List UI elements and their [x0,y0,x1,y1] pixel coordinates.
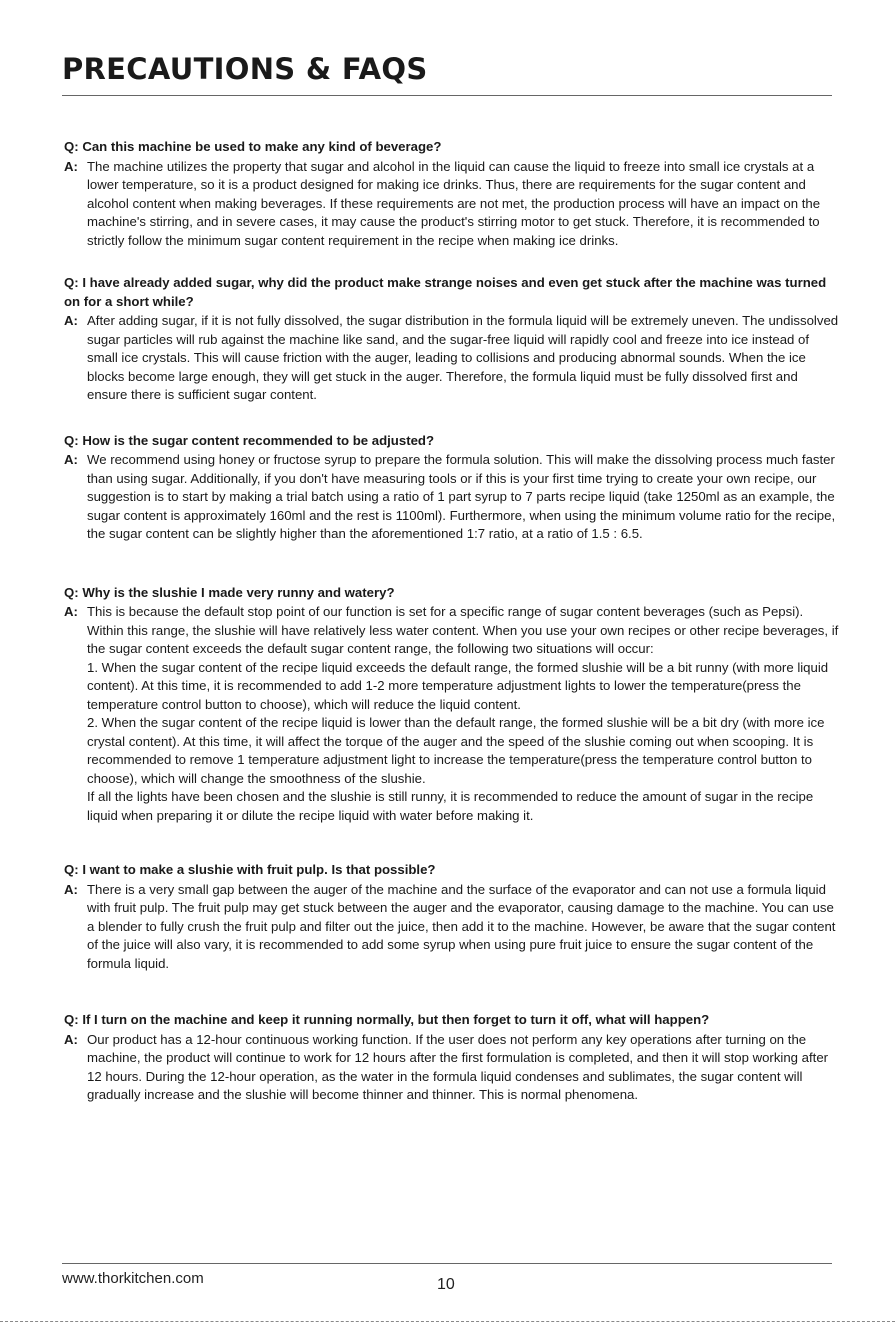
answer-label: A: [64,881,78,897]
faq-answer [64,881,839,974]
answer-text: There is a very small gap between the auger of the machine and the surface of the evaporator and can not use a formula liquid with fruit pulp. The fruit pulp may get stuck between the auger and the evaporator, causing damage to the machine. You can use a blender to fully crush the fruit pulp and filter out the juice, then add it to the machine. However, be aware that the sugar content of the juice will also vary, it is recommended to add some syrup when using pure fruit juice to ensure the sugar content of the formula liquid. [87,881,836,971]
faq-item [64,861,839,973]
answer-text: After adding sugar, if it is not fully dissolved, the sugar distribution in the formula liquid will be extremely uneven. The undissolved sugar particles will rub against the machine like sand, and the sugar-free liquid will rapidly cool and freeze into ice instead of small ice crystals. This will cause friction with the auger, leading to collisions and producing abnormal sounds. When the ice blocks become large enough, they will get stuck in the auger. Therefore, the formula liquid must be fully dissolved first and ensure there is sufficient sugar content. [87,313,839,402]
faq-answer [64,1031,839,1105]
faq-item [64,584,839,826]
faq-answer [64,312,839,405]
footer-divider [62,1263,832,1264]
faq-answer [64,603,839,825]
footer-website: www.thorkitchen.com [62,1270,204,1287]
faq-question: Q: Why is the slushie I made very runny and watery? [64,584,395,600]
faq-item [64,432,839,544]
faq-list [64,138,839,1105]
faq-item [64,1011,839,1105]
faq-item [64,138,839,250]
answer-text: This is because the default stop point of our function is set for a specific range of sugar content beverages (such as Pepsi). Within this range, the slushie will have relatively less water content. When you use your own recipes or other recipe beverages, if the sugar content exceeds the default sugar content range, the following two situations will occur: 1. When the sugar content of the recipe liquid exceeds the default range, the formed slushie will be a bit runny (with more liquid content). At this time, it is recommended to add 1-2 more temperature adjustment lights to lower the temperature(press the temperature control button to choose), which will reduce the liquid content. 2. When the sugar content of the recipe liquid is lower than the default range, the formed slushie will be a bit dry (with more ice crystal content). At this time, it will affect the torque of the auger and the speed of the slushie coming out when scooping. It is recommended to remove 1 temperature adjustment light to increase the temperature(press the temperature control button to choose), which will change the smoothness of the slushie. If all the lights have been chosen and the slushie is still runny, it is recommended to reduce the amount of sugar in the recipe liquid when preparing it or dilute the recipe liquid with water before making it. [87,604,839,823]
faq-question: Q: Can this machine be used to make any kind of beverage? [64,139,442,154]
page-number: 10 [437,1276,455,1293]
faq-answer [64,158,839,251]
faq-question: Q: If I turn on the machine and keep it running normally, but then forget to turn it off, what will happen? [64,1012,710,1027]
faq-question: Q: I have already added sugar, why did the product make strange noises and even get stuck after the machine was turned on for a short while? [64,275,827,309]
answer-text: Our product has a 12-hour continuous working function. If the user does not perform any key operations after turning on the machine, the product will continue to work for 12 hours after the first formulation is completed, and then it will stop working after 12 hours. During the 12-hour operation, as the water in the formula liquid condenses and sublimates, the sugar content will gradually increase and the slushie will become thinner and thinner. This is normal phenomena. [87,1031,829,1102]
answer-label: A: [64,1031,78,1047]
answer-label: A: [64,452,78,467]
faq-item [64,274,839,405]
faq-question: Q: I want to make a slushie with fruit pulp. Is that possible? [64,862,436,877]
answer-text: We recommend using honey or fructose syrup to prepare the formula solution. This will make the dissolving process much faster than using sugar. Additionally, if you don't have measuring tools or if this is your first time trying to create your own recipe, our suggestion is to start by making a trial batch using a ratio of 1 part syrup to 7 parts recipe liquid (take 1250ml as an example, the sugar content is approximately 160ml and the rest is 1100ml). Furthermore, when using the minimum volume ratio for the recipe, the sugar content can be slightly higher than the aforementioned 1:7 ratio, at a ratio of 1.5 : 6.5. [87,452,836,541]
page-bottom-edge [0,1321,895,1322]
faq-answer [64,451,839,544]
answer-text: The machine utilizes the property that sugar and alcohol in the liquid can cause the liquid to freeze into small ice crystals at a lower temperature, so it is a product designed for making ice drinks. Thus, there are requirements for the sugar content and alcohol content when making beverages. If these requirements are not met, the production process will have an impact on the machine's stirring, and in severe cases, it may cause the product's stirring motor to get stuck. Therefore, it is recommended to strictly follow the minimum sugar content requirement in the recipe when making ice drinks. [87,158,821,248]
answer-label: A: [64,313,78,328]
answer-label: A: [64,158,78,174]
page-title: PRECAUTIONS & FAQS [62,52,428,86]
title-divider [62,95,832,96]
faq-question: Q: How is the sugar content recommended to be adjusted? [64,432,435,448]
answer-label: A: [64,604,78,619]
